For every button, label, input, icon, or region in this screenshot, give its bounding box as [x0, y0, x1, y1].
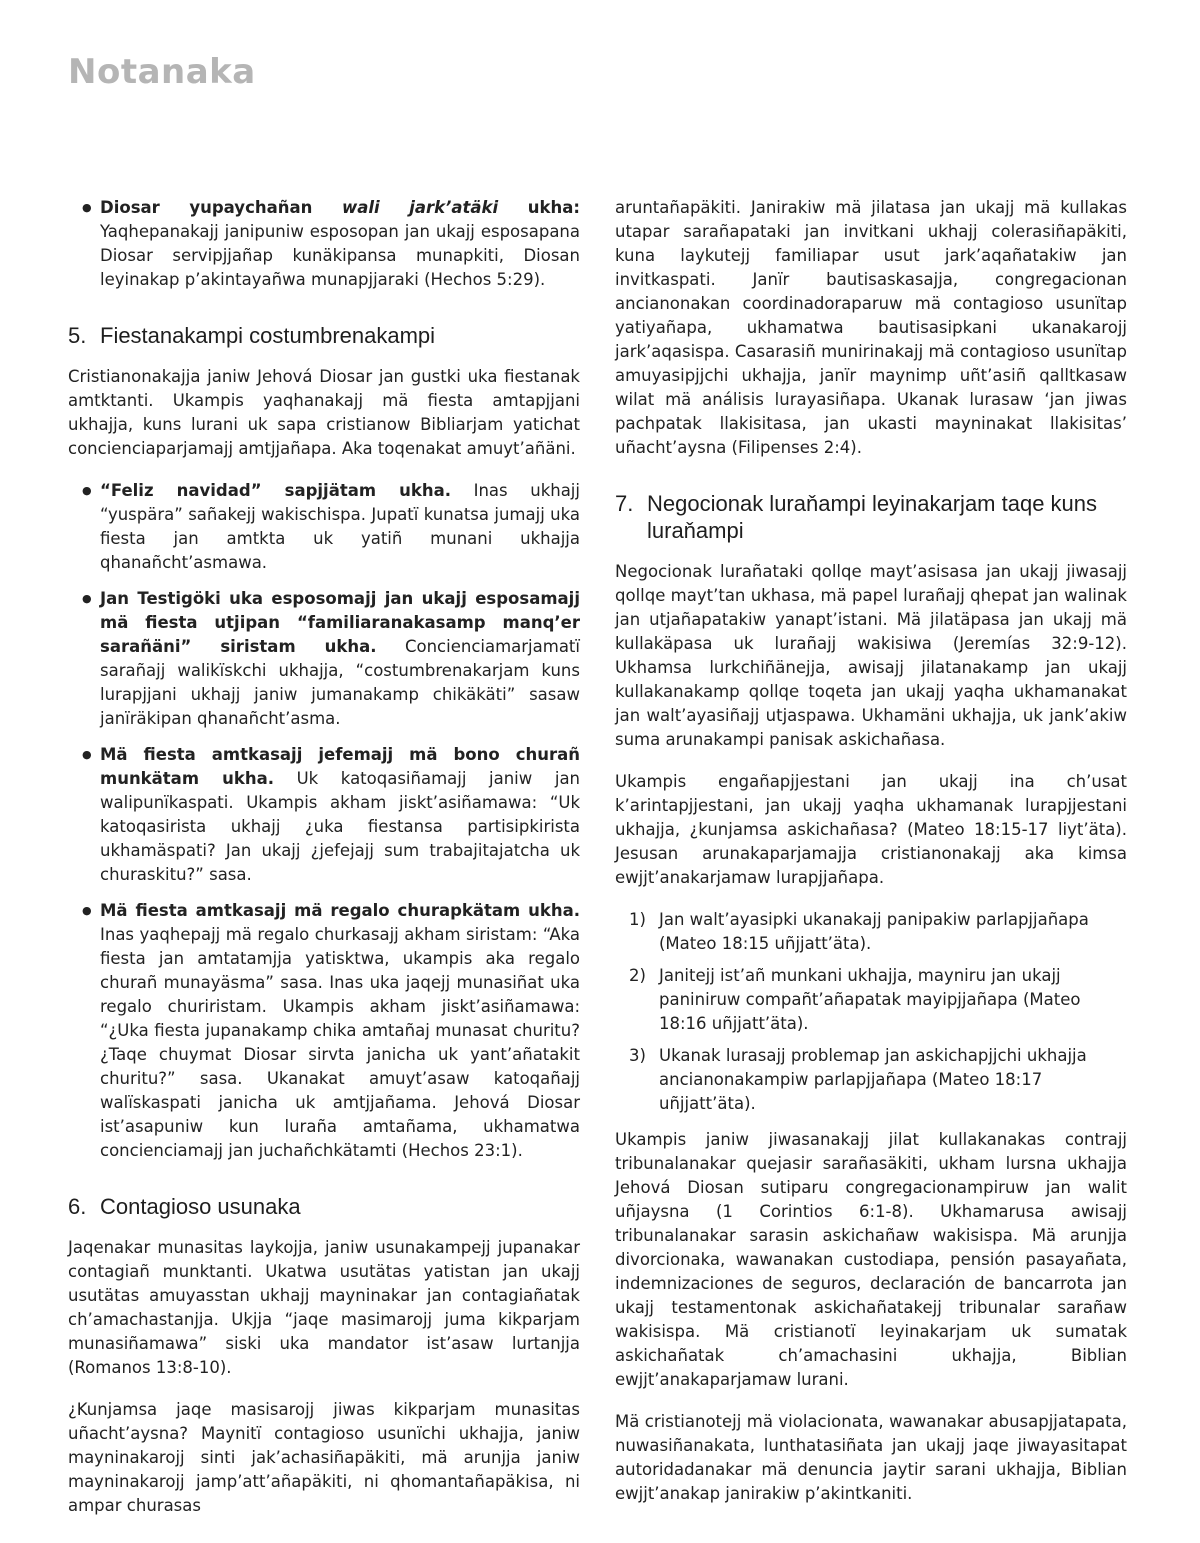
section-7-paragraph: Negocionak lurañataki qollqe mayt’asisasa jan ukajj jiwasajj qollqe mayt’tan ukhasa, mä papel lurañajj qhepat jan walinak jan utjañapatakiw yanapt’istani. Mä jilatäpasa jan ukajj mä kullakäpasa uk lurañajj wakisiwa (Jeremías 32:9-12). Ukhamsa lurkchiñänejja, awisajj jilatanakamp jan ukajj kullakanakamp qollqe toqeta jan ukajj yaqha ukhamanakat jan walt’ayasiñajj utjaspawa. Ukhamäni ukhajja, uk jank’akiw suma arunakampi panisak askichañasa.: [615, 562, 1127, 749]
left-column: [68, 196, 580, 1536]
section-6-paragraph: Jaqenakar munasitas laykojja, janiw usunakampejj jupanakar contagiañ munktanti. Ukatwa usutätas yatistan jan ukajj usutätas amuyasstan ukhajj mayninakar jan contagiañatak ch’amachastanjja. Ukjja “jaqe masimarojj juma kikparjam munasiñamawa” siski uka mandator ist’asaw lurtanjja (Romanos 13:8-10).: [68, 1238, 580, 1377]
bullet-item: [68, 899, 580, 1163]
bullet-item: [68, 196, 580, 292]
section-5-bullet-list: [68, 479, 580, 1163]
section-7-heading: 7. Negocionak luraňampi leyinakarjam taqe kuns luraňampi: [615, 491, 1098, 543]
bullet-lead: Mä fiesta amtkasajj mä regalo churapkätam ukha.: [100, 901, 580, 920]
page-header-title: Notanaka: [68, 52, 256, 92]
section-7-steps-list: [615, 908, 1127, 1116]
bullet-text: Yaqhepanakajj janipuniw esposopan jan ukajj esposapana Diosar servipjjañap kunäkipansa munapkiti, Diosan leyinakap p’akintayañwa munapjjaraki (Hechos 5:29).: [100, 222, 580, 289]
section-5-heading: 5. Fiestanakampi costumbrenakampi: [68, 323, 436, 348]
bullet-item: [68, 587, 580, 731]
step-item: 2) Janitejj ist’añ munkani ukhajja, mayniru jan ukajj paniniruw compañt’añapatak mayipjjañapa (Mateo 18:16 uñjjatt’äta).: [629, 966, 1081, 1033]
bullet-lead: Mä fiesta amtkasajj jefemajj mä bono churañ munkätam ukha.: [100, 745, 580, 788]
step-item: 3) Ukanak lurasajj problemap jan askichapjjchi ukhajja ancianonakampiw parlapjjañapa (Mateo 18:17 uñjjatt’äta).: [629, 1046, 1087, 1113]
section-5-paragraph: Cristianonakajja janiw Jehová Diosar jan gustki uka fiestanak amtktanti. Ukampis yaqhanakajj mä fiesta amtapjjani ukhajja, kuns lurani uk sapa cristianow Bibliarjam yatichat concienciaparjamajj amtjjañapa. Aka toqenakat amuyt’añäni.: [68, 367, 580, 458]
bullet-lead: Jan Testigöki uka esposomajj jan ukajj esposamajj mä fiesta utjipan “familiaranakasamp manq’er sarañäni” siristam ukha.: [100, 589, 580, 656]
bullet-text: Concienciamarjamatï sarañajj walikïskchi ukhajja, “costumbrenakarjam kuns lurapjjani ukhajj janiw jumanakamp chikäkäti” sasaw janïräkipan qhanañcht’asma.: [100, 637, 580, 728]
section-7-paragraph: Mä cristianotejj mä violacionata, wawanakar abusapjjatapata, nuwasiñanakata, lunthatasiñata jan ukajj jaqe jiwayasitapat autoridadanakar mä denuncia jaytir sarani ukhajja, Biblian ewjjt’anakap janirakiw p’akintkaniti.: [615, 1412, 1127, 1503]
section-6-paragraph: ¿Kunjamsa jaqe masisarojj jiwas kikparjam munasitas uñacht’aysna? Maynitï contagioso usunïchi ukhajja, janiw mayninakarojj sinti jak’achasiñapäkiti, mä arunjja janiw mayninakarojj jamp’att’añapäkiti, ni qhomantañapäkisa, ni ampar churasas: [68, 1400, 580, 1515]
section-7-paragraph: Ukampis janiw jiwasanakajj jilat kullakanakas contrajj tribunalanakar quejasir sarañasäkiti, ukham lursna ukhajja Jehová Diosan sutiparu congregacionampiruw jan walit uñjaysna (1 Corintios 6:1-8). Ukhamarusa awisajj tribunalanakar sarasin askichañaw wakisispa. Mä arunjja divorcionaka, wawanakan custodiapa, pensión pasayañata, indemnizaciones de seguros, declaración de bancarrota jan ukajj testamentonak askichañatakejj tribunalar sarañaw wakisispa. Mä cristianotï leyinakarjam uk sumatak askichañatak ch’amachasini ukhajja, Biblian ewjjt’anakaparjamaw lurani.: [615, 1130, 1127, 1389]
right-column: [615, 196, 1127, 1524]
section-6-heading: 6. Contagioso usunaka: [68, 1194, 301, 1219]
bullet-lead: “Feliz navidad” sapjjätam ukha.: [100, 481, 452, 500]
step-item: 1) Jan walt’ayasipki ukanakajj panipakiw parlapjjañapa (Mateo 18:15 uñjjatt’äta).: [629, 910, 1089, 953]
bullet-text: Uk katoqasiñamajj janiw jan walipunïkaspati. Ukampis akham jiskt’asiñamawa: “Uk katoqasirista ukhajj ¿uka fiestansa partisipkirista ukhamäspati? Jan ukajj ¿jefejajj sum trabajitajatcha uk churaskitu?” sasa.: [100, 769, 581, 884]
bullet-item: [68, 743, 580, 887]
bullet-text: Inas yaqhepajj mä regalo churkasajj akham siristam: “Aka fiesta jan amtatamjja yatisktwa, ukampis aka regalo churañ munayäsma” sasa. Inas uka jaqejj munasiñat uka regalo churiristam. Ukampis akham jiskt’asiñamawa: “¿Uka fiesta jupanakamp chika amtañaj munasat churitu? ¿Taqe chuymat Diosar sirvta janicha uk yant’añatakit churitu?” sasa. Ukanakat amuyt’asaw katoqañajj walïskaspati janicha uk amtjjañama. Jehová Diosar ist’asapuniw kun luraña amtañama, ukhamatwa concienciamajj jan juchañchkätamti (Hechos 23:1).: [100, 925, 580, 1160]
section-7-paragraph: Ukampis engañapjjestani jan ukajj ina ch’usat k’arintapjjestani, jan ukajj yaqha ukhamanak lurapjjestani ukhajja, ¿kunjamsa askichañasa? (Mateo 18:15-17 liyt’äta). Jesusan arunakaparjamajja cristianonakajj aka kimsa ewjjt’anakarjamaw lurapjjañapa.: [615, 772, 1127, 887]
bullet-lead: Diosar yupaychañan wali jark’atäki ukha:: [100, 198, 580, 217]
intro-bullet-list: [68, 196, 580, 292]
section-6-continued-paragraph: aruntañapäkiti. Janirakiw mä jilatasa jan ukajj mä kullakas utapar sarañapataki jan invitkani ukhajj colerasiñapäkiti, kuna laykutejj familiapar usut jark’aqañatakiw jan invitkaspati. Janïr bautisaskasajja, congregacionan ancianonakan coordinadoraparuw mä contagioso usunïtap yatiyañapa, ukhamatwa bautisasipkani ukanakarojj jark’aqasispa. Casarasiñ munirinakajj mä contagioso usunïtap amuyasipjjchi ukhajja, janïr maynimp uñt’asiñ qalltkasaw wilat mä análisis lurayasiñapa. Ukanak lurasaw ‘jan jiwas pachpatak llakisitasa, jan ukasti mayninakat llakisitas’ uñacht’aysna (Filipenses 2:4).: [615, 198, 1127, 457]
bullet-item: [68, 479, 580, 575]
bullet-text: Inas ukhajj “yuspära” sañakejj wakischispa. Jupatï kunatsa jumajj uka fiesta jan amtkta uk yatiñ munani ukhajja qhanañcht’asmawa.: [100, 481, 580, 572]
